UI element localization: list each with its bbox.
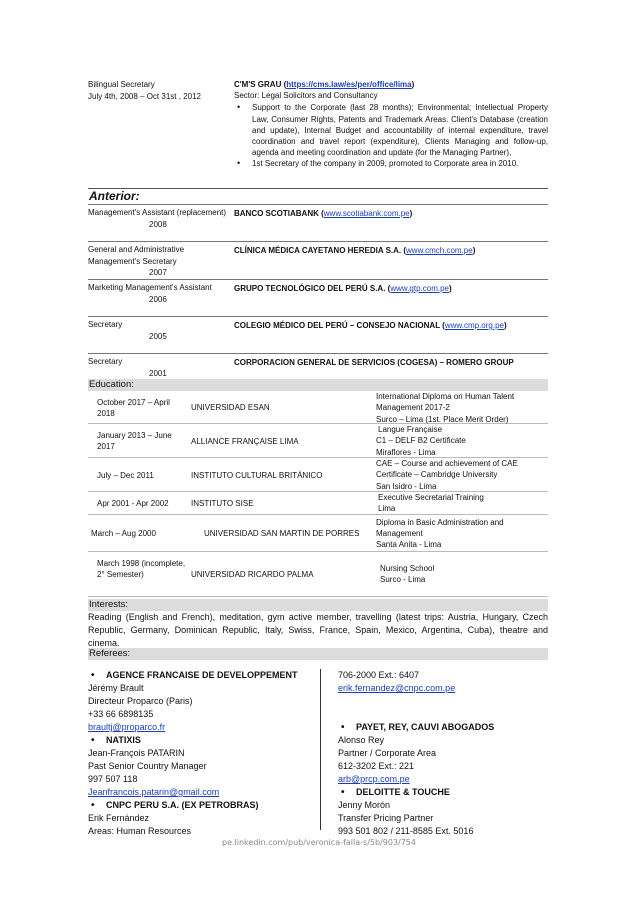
current-job-details <box>234 79 548 170</box>
education-program-line: Lima <box>378 504 396 514</box>
education-row <box>88 424 548 458</box>
education-row <box>88 515 548 552</box>
education-date: October 2017 – April 2018 <box>97 397 170 418</box>
referee-company: • PAYET, REY, CAUVI ABOGADOS <box>338 721 548 734</box>
education-program-line: C1 – DELF B2 Certificate <box>376 436 466 446</box>
referee-line: 612-3202 Ext.: 221 <box>338 761 415 771</box>
education-program-line: Nursing School <box>380 564 435 574</box>
job-role: Bilingual Secretary <box>88 80 155 89</box>
company-name <box>234 79 548 90</box>
referees-column-right <box>338 669 548 838</box>
company-label: C'M'S GRAU ( <box>234 80 287 89</box>
previous-job-year: 2005 <box>149 331 167 341</box>
education-school: UNIVERSIDAD ESAN <box>191 403 270 412</box>
referee-email-link[interactable]: braultj@proparco.fr <box>88 722 166 732</box>
referee-line: Transfer Pricing Partner <box>338 813 434 823</box>
previous-job-title: Secretary <box>88 357 123 366</box>
education-school: UNIVERSIDAD SAN MARTIN DE PORRES <box>204 529 360 538</box>
previous-job-year: 2001 <box>149 368 167 378</box>
previous-job-year: 2007 <box>149 268 167 277</box>
company-sector: Sector: Legal Solicitors and Consultancy <box>234 91 378 101</box>
previous-job-link[interactable]: www.scotiabank.com.pe <box>323 209 410 218</box>
company-close: ) <box>411 80 415 89</box>
previous-job-title: Management's Assistant (replacement) <box>88 208 227 217</box>
job-dates: July 4th, 2008 – Oct 31st , 2012 <box>88 92 201 101</box>
education-program-line: Surco - Lima <box>380 575 426 585</box>
previous-job-org-name: BANCO SCOTIABANK <box>234 209 319 218</box>
education-program <box>376 492 548 515</box>
referee-line: Past Senior Country Manager <box>88 761 207 771</box>
referee-line: +33 66 6898135 <box>88 709 154 719</box>
previous-job-role <box>88 356 228 379</box>
education-program <box>376 517 548 551</box>
referees-heading: Referees: <box>88 648 548 660</box>
referee-email <box>338 682 548 695</box>
previous-job-org-name: GRUPO TECNOLÓGICO DEL PERÚ S.A. <box>234 284 386 293</box>
referee-company: • CNPC PERU S.A. (EX PETROBRAS) <box>88 799 313 812</box>
previous-job-role <box>88 207 228 230</box>
referee-email-link[interactable]: erik.fernandez@cnpc.com.pe <box>338 683 456 693</box>
referee-email-link[interactable]: Jeanfrancois.patarin@gmail.com <box>88 787 220 797</box>
education-program <box>376 458 548 492</box>
referee-line: Areas: Human Resources <box>88 826 192 836</box>
previous-job-year: 2006 <box>149 294 167 304</box>
referee-email <box>88 786 313 799</box>
education-date: July – Dec 2011 <box>97 470 154 480</box>
previous-job-org: GRUPO TECNOLÓGICO DEL PERÚ S.A. (www.gtp.com.pe) <box>234 284 452 293</box>
previous-job-title: Secretary <box>88 320 123 329</box>
referee-line: Jérémy Brault <box>88 683 144 693</box>
previous-job-role <box>88 282 228 305</box>
previous-job-row <box>88 353 548 379</box>
education-program-line: CAE – Course and achievement of CAE <box>376 459 518 469</box>
duty-item: • 1st Secretary of the company in 2009, promoted to Corporate area in 2010. <box>234 158 548 169</box>
education-school: UNIVERSIDAD RICARDO PALMA <box>191 570 314 579</box>
referees-divider <box>320 669 321 830</box>
education-program-line: International Diploma on Human Talent <box>376 392 515 401</box>
referee-line: 993 501 802 / 211-8585 Ext. 5016 <box>338 826 474 836</box>
referee-line: Alonso Rey <box>338 735 385 745</box>
referee-company: • NATIXIS <box>88 734 313 747</box>
referee-email <box>338 773 548 786</box>
education-heading: Education: <box>88 379 548 391</box>
previous-job-row <box>88 204 548 241</box>
referee-line: Jean-François PATARIN <box>88 748 185 758</box>
education-program-line: Miraflores - Lima <box>376 447 436 457</box>
previous-job-link[interactable]: www.gtp.com.pe <box>390 284 450 293</box>
previous-job-row <box>88 279 548 316</box>
duties-list <box>234 102 548 169</box>
education-program-line: Certificate – Cambridge University <box>376 470 498 480</box>
referees-column-left <box>88 669 313 838</box>
referee-company: • AGENCE FRANCAISE DE DEVELOPPEMENT <box>88 669 313 682</box>
previous-job-role <box>88 319 228 342</box>
company-link[interactable]: https://cms.law/es/per/office/lima <box>286 80 412 89</box>
previous-job-org: COLEGIO MÉDICO DEL PERÚ – CONSEJO NACIONAL (www.cmp.org.pe) <box>234 321 507 330</box>
education-date: March 1998 (incomplete, 2° Semester) <box>97 559 186 579</box>
previous-job-row <box>88 241 548 279</box>
previous-job-link[interactable]: www.cmp.org.pe <box>444 321 504 330</box>
education-date: March – Aug 2000 <box>91 529 156 538</box>
previous-job-row <box>88 316 548 353</box>
referee-line: Partner / Corporate Area <box>338 748 437 758</box>
interests-heading: Interests: <box>88 599 548 611</box>
education-school: ALLIANCE FRANÇAISE LIMA <box>191 436 299 446</box>
footer-url: pe.linkedin.com/pub/veronica-falla-s/5b/903/754 <box>221 838 416 847</box>
referee-spacer <box>338 708 548 721</box>
education-program-line: Langue Française <box>378 425 443 435</box>
education-program <box>376 391 548 425</box>
previous-job-org: CLÍNICA MÉDICA CAYETANO HEREDIA S.A. (www.cmch.com.pe) <box>234 246 476 255</box>
previous-job-org: BANCO SCOTIABANK (www.scotiabank.com.pe) <box>234 209 413 218</box>
education-row <box>88 458 548 492</box>
previous-section-title: Anterior: <box>88 188 548 204</box>
referee-line: Directeur Proparco (Paris) <box>88 696 193 706</box>
referee-spacer <box>338 695 548 708</box>
education-program-line: Santa Anita - Lima <box>376 540 442 550</box>
previous-job-org-name: CORPORACION GENERAL DE SERVICIOS (COGESA) – ROMERO GROUP <box>234 358 514 367</box>
referee-line: 706-2000 Ext.: 6407 <box>338 670 420 680</box>
education-program-line: Management 2017-2 <box>376 403 450 413</box>
referee-line: Erik Fernández <box>88 813 150 823</box>
previous-job-org-name: COLEGIO MÉDICO DEL PERÚ – CONSEJO NACIONAL <box>234 321 440 330</box>
education-row <box>88 492 548 515</box>
education-program <box>376 424 548 458</box>
education-school: INSTITUTO CULTURAL BRITÁNICO <box>191 470 323 480</box>
education-program-line: Diploma in Basic Administration and <box>376 517 504 527</box>
education-program-line: Surco – Lima (1st. Place Merit Order) <box>376 414 509 424</box>
education-row <box>88 391 548 424</box>
education-program-line: San Isidro - Lima <box>376 481 437 491</box>
previous-job-title: General and Administrative Management's Secretary <box>88 245 185 266</box>
referee-company: • DELOITTE & TOUCHE <box>338 786 548 799</box>
referee-line: Jenny Morón <box>338 800 391 810</box>
previous-job-role <box>88 244 228 279</box>
education-school: INSTITUTO SISE <box>191 499 254 508</box>
previous-job-org <box>234 357 548 369</box>
duty-item: • Support to the Corporate (last 28 months); Environmental; Intellectual Property Law, Consumer Rights, Patents and Trademark Areas. Client's Database (creation and update), Internal Budget and accountability of internal expenditure, travel coordination and travel report (expenditure), Clients Managing and follow-up, agenda and meeting coordination and update (for the Managing Partner), <box>234 102 548 158</box>
referee-email-link[interactable]: arb@prcp.com.pe <box>338 774 410 784</box>
education-program <box>376 563 548 586</box>
previous-job-year: 2008 <box>149 219 167 229</box>
interests-text: Reading (English and French), meditation, gym active member, travelling (latest trips: Austria, Hungary, Czech Republic, Germany, Dominican Republic, Italy, Swiss, France, Spain, Mexico, Argentina, Cuba), theatre and cinema. <box>88 612 548 648</box>
referee-line: 997 507 118 <box>88 774 138 784</box>
education-program-line: Executive Secretarial Training <box>378 493 484 503</box>
education-program-line: Management <box>376 528 423 538</box>
previous-job-link[interactable]: www.cmch.com.pe <box>406 246 473 255</box>
education-row <box>88 552 548 597</box>
education-date: Apr 2001 - Apr 2002 <box>97 499 169 508</box>
referee-email <box>88 721 313 734</box>
previous-job-org-name: CLÍNICA MÉDICA CAYETANO HEREDIA S.A. <box>234 246 402 255</box>
previous-job-title: Marketing Management's Assistant <box>88 283 212 292</box>
education-date: January 2013 – June 2017 <box>97 431 172 451</box>
current-job-meta <box>88 79 228 103</box>
